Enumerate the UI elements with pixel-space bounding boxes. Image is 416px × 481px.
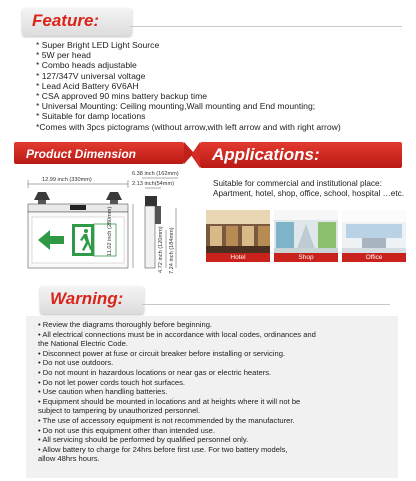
warning-item: • All electrical connections must be in accordance with local codes, ordinances and: [38, 329, 316, 339]
photo-caption-shop: Shop: [274, 253, 338, 262]
warning-item: • Allow battery to charge for 24hrs before first use. For two battery models,: [38, 444, 288, 454]
warning-title: Warning:: [50, 289, 124, 308]
warning-item: • Equipment should be mounted in locations and at heights where it will not be: [38, 396, 301, 406]
applications-title: Applications:: [212, 145, 320, 164]
shop-photo: [274, 210, 338, 262]
warning-item: allow 48hrs hours.: [38, 454, 100, 464]
dimension-h2-label: 4.72 inch (120mm): [158, 226, 164, 273]
feature-item: * 5W per head: [36, 50, 91, 61]
hotel-photo: [206, 210, 270, 262]
dimension-drawing: [20, 170, 195, 280]
warning-item: • Disconnect power at fuse or circuit breaker before installing or servicing.: [38, 348, 286, 358]
dimension-width-label: 12.99 inch (330mm): [42, 177, 92, 183]
warning-divider: [142, 304, 390, 305]
product-dimension-title: Product Dimension: [26, 147, 137, 161]
dimension-depth2-label: 2.13 inch(54mm): [132, 181, 174, 187]
warning-item: • Do not mount in hazardous locations or near gas or electric heaters.: [38, 367, 272, 377]
warning-item: • The use of accessory equipment is not recommended by the manufacturer.: [38, 415, 295, 425]
applications-banner: [200, 142, 402, 168]
feature-item: * CSA approved 90 mins battery backup time: [36, 91, 208, 102]
photo-caption-hotel: Hotel: [206, 253, 270, 262]
warning-item: • Use caution when handling batteries.: [38, 387, 168, 397]
feature-item: * Super Bright LED Light Source: [36, 40, 160, 50]
dimension-h3-label: 7.24 inch (184mm): [169, 227, 175, 274]
feature-item: *Comes with 3pcs pictograms (without arrow,with left arrow and with right arrow): [36, 121, 341, 132]
warning-item: • Do not use outdoors.: [38, 358, 114, 368]
warning-item: • All servicing should be performed by qualified personnel only.: [38, 435, 249, 445]
feature-item: * Lead Acid Battery 6V6AH: [36, 80, 139, 91]
warning-item: • Review the diagrams thoroughly before beginning.: [38, 320, 213, 329]
feature-item: * Suitable for damp locations: [36, 111, 146, 122]
warning-list: [38, 320, 394, 464]
feature-item: * Universal Mounting: Ceiling mounting,Wall mounting and End mounting;: [36, 101, 316, 112]
dimension-depth-label: 6.38 inch (162mm): [132, 171, 179, 177]
dimension-height-label: 11.02 inch (280mm): [107, 206, 113, 256]
feature-divider: [130, 26, 402, 27]
application-photos: [206, 210, 406, 262]
warning-item: subject to tampering by unauthorized personnel.: [38, 406, 201, 416]
feature-item: * Combo heads adjustable: [36, 60, 137, 71]
applications-description: Suitable for commercial and institutional place: Apartment, hotel, shop, office, school, hospital …etc.: [213, 179, 404, 198]
warning-heading-badge: [40, 286, 144, 314]
feature-item: * 127/347V universal voltage: [36, 70, 146, 81]
office-photo: [342, 210, 406, 262]
feature-heading-badge: [22, 8, 132, 36]
product-dimension-banner: [14, 142, 184, 164]
feature-list: [36, 40, 406, 132]
warning-item: the National Electric Code.: [38, 339, 128, 349]
feature-title: Feature:: [32, 11, 100, 30]
warning-item: • Do not use this equipment other than intended use.: [38, 425, 216, 435]
warning-item: • Do not let power cords touch hot surfaces.: [38, 377, 186, 387]
photo-caption-office: Office: [342, 253, 406, 262]
